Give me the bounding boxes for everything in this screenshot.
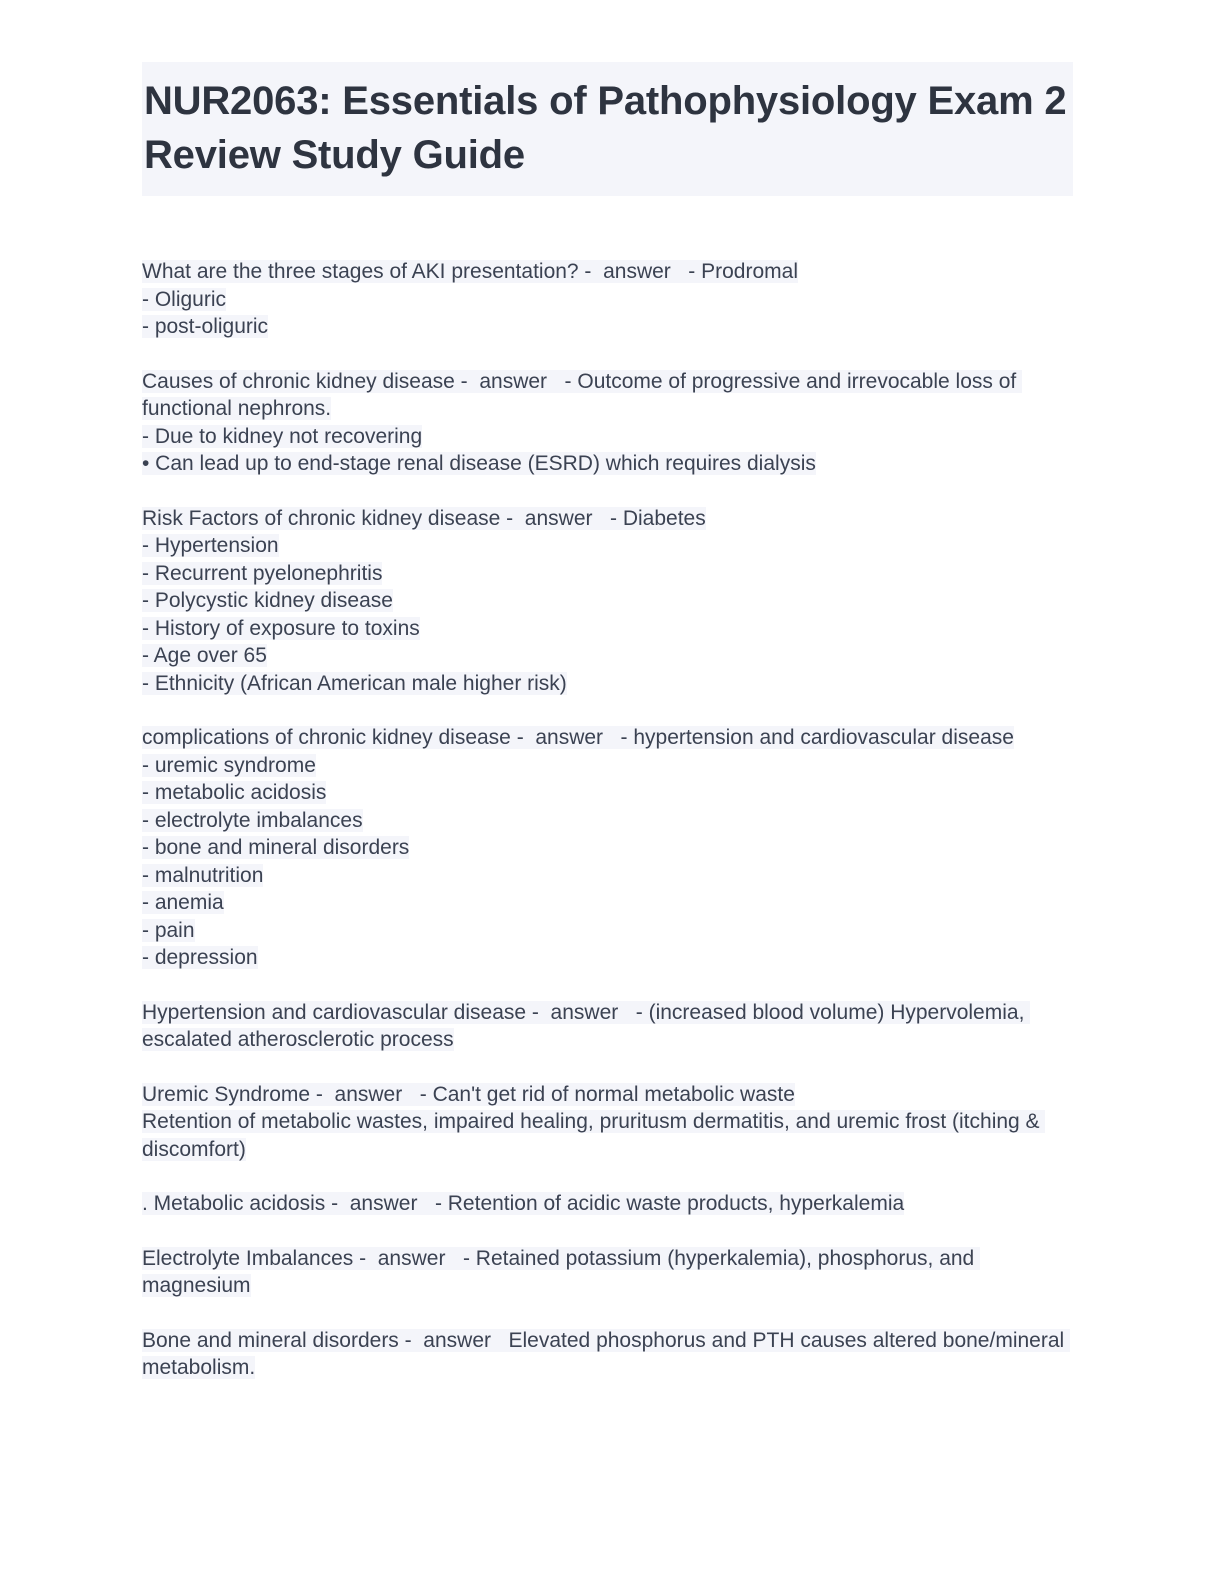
qa-line-text: Bone and mineral disorders - answer Elevated phosphorus and PTH causes altered bone/mineral metabolism. — [142, 1328, 1071, 1379]
qa-line — [142, 313, 1067, 341]
qa-line-text: - post-oliguric — [142, 315, 269, 338]
qa-line — [142, 368, 1067, 423]
qa-line — [142, 807, 1067, 835]
qa-line — [142, 862, 1067, 890]
qa-line-text: - Hypertension — [142, 534, 279, 557]
qa-line — [142, 1327, 1071, 1382]
qa-line-text: - bone and mineral disorders — [142, 836, 410, 859]
qa-line — [142, 944, 1067, 972]
qa-line — [142, 779, 1067, 807]
qa-line — [142, 670, 1067, 698]
qa-block — [142, 1327, 1071, 1382]
qa-line-text: Causes of chronic kidney disease - answer - Outcome of progressive and irrevocable loss of functional nephrons. — [142, 369, 1023, 420]
qa-line-text: - Recurrent pyelonephritis — [142, 561, 383, 585]
qa-line-text: Uremic Syndrome - answer - Can't get rid of normal metabolic waste — [142, 1082, 795, 1106]
qa-line-text: Retention of metabolic wastes, impaired healing, pruritusm dermatitis, and uremic frost (itching & discomfort) — [142, 1110, 1046, 1161]
qa-line-text: Hypertension and cardiovascular disease - answer - (increased blood volume) Hypervolemia, escalated atherosclerotic process — [142, 1000, 1031, 1051]
qa-line-text: - anemia — [142, 891, 224, 914]
qa-line — [142, 450, 1067, 478]
qa-line — [142, 1081, 1067, 1109]
qa-block — [142, 368, 1067, 478]
qa-line — [142, 834, 1067, 862]
qa-line-text: - Due to kidney not recovering — [142, 424, 423, 448]
page-title: NUR2063: Essentials of Pathophysiology Exam 2 Review Study Guide — [144, 79, 1078, 177]
qa-line — [142, 999, 1067, 1054]
qa-line-text: complications of chronic kidney disease - answer - hypertension and cardiovascular disease — [142, 726, 1014, 749]
qa-block — [142, 1245, 1067, 1300]
qa-line — [142, 724, 1067, 752]
qa-line — [142, 532, 1067, 560]
qa-line — [142, 1245, 1067, 1300]
qa-line — [142, 1190, 1067, 1218]
qa-line-text: - depression — [142, 946, 258, 969]
qa-line-text: . Metabolic acidosis - answer - Retention of acidic waste products, hyperkalemia — [142, 1192, 905, 1215]
qa-line — [142, 752, 1067, 780]
qa-line — [142, 615, 1067, 643]
qa-line-text: - malnutrition — [142, 863, 264, 887]
qa-line-text: Risk Factors of chronic kidney disease - answer - Diabetes — [142, 506, 706, 530]
qa-block — [142, 724, 1067, 972]
document-title-banner — [142, 62, 1078, 196]
qa-line — [142, 560, 1067, 588]
qa-line-text: - electrolyte imbalances — [142, 808, 363, 832]
qa-line — [142, 258, 1067, 286]
qa-line — [142, 505, 1067, 533]
qa-line-text: Electrolyte Imbalances - answer - Retained potassium (hyperkalemia), phosphorus, and magnesium — [142, 1246, 981, 1297]
qa-line-text: - metabolic acidosis — [142, 781, 327, 804]
qa-block — [142, 258, 1067, 341]
qa-line — [142, 423, 1067, 451]
qa-line-text: • Can lead up to end-stage renal disease (ESRD) which requires dialysis — [142, 452, 816, 475]
qa-line-text: - Age over 65 — [142, 644, 267, 667]
qa-line — [142, 1108, 1067, 1163]
qa-line-text: - Polycystic kidney disease — [142, 589, 393, 612]
qa-block — [142, 505, 1067, 698]
qa-line — [142, 889, 1067, 917]
qa-line-text: - uremic syndrome — [142, 753, 316, 777]
document-body — [142, 258, 1071, 1409]
qa-block — [142, 999, 1067, 1054]
qa-line — [142, 917, 1067, 945]
qa-line-text: What are the three stages of AKI presentation? - answer - Prodromal — [142, 260, 798, 283]
qa-line-text: - pain — [142, 918, 195, 942]
qa-line — [142, 286, 1067, 314]
qa-block — [142, 1081, 1067, 1164]
qa-line-text: - History of exposure to toxins — [142, 616, 420, 640]
qa-block — [142, 1190, 1067, 1218]
qa-line-text: - Oliguric — [142, 287, 227, 311]
qa-line-text: - Ethnicity (African American male higher risk) — [142, 671, 567, 695]
qa-line — [142, 587, 1067, 615]
qa-line — [142, 642, 1067, 670]
